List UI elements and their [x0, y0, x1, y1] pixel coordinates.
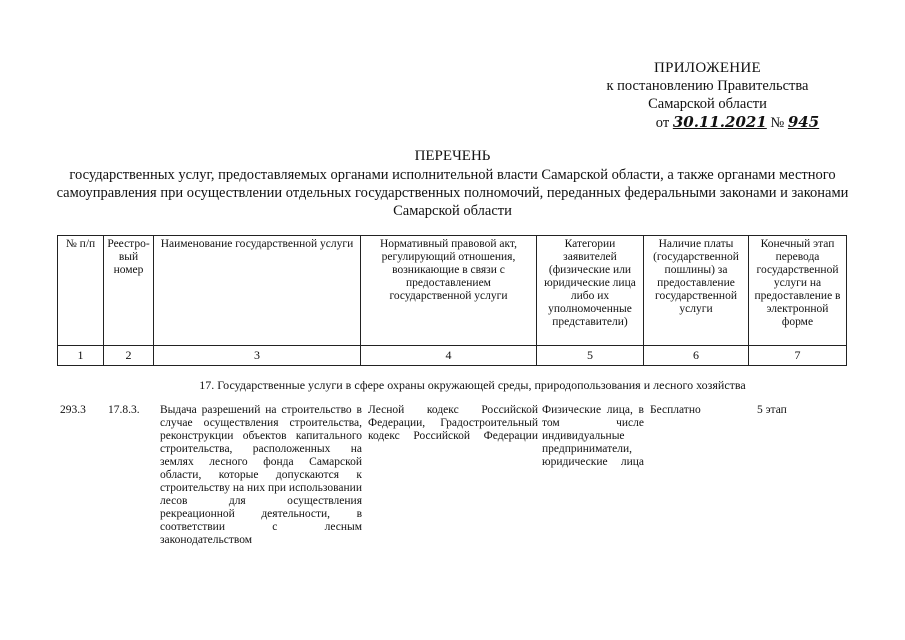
column-number: 1 — [58, 346, 104, 366]
list-subtitle: государственных услуг, предоставляемых органами исполнительной власти Самарской области, а также органами местного самоуправления при осуществлении отдельных государственных полномочий, переданных федеральными законами и законами Самарской области — [56, 167, 849, 219]
row-act: Лесной кодекс Российской Федерации, Градостроительный кодекс Российской Федерации — [368, 404, 538, 442]
number-sign: № — [770, 115, 785, 131]
date-prefix: от — [655, 115, 670, 131]
header-fee: Наличие платы (государственной пошлины) за предоставление государственной услуги — [644, 236, 749, 346]
column-numbers-row — [58, 346, 847, 366]
handwritten-number: 945 — [787, 113, 820, 131]
row-registry: 17.8.3. — [108, 404, 140, 416]
header-act: Нормативный правовой акт, регулирующий отношения, возникающие в связи с предоставлением государственной услуги — [361, 236, 537, 346]
column-number: 3 — [154, 346, 361, 366]
appendix-line-1: к постановлению Правительства — [606, 78, 809, 94]
header-row — [58, 236, 847, 346]
column-number: 2 — [104, 346, 154, 366]
column-number: 6 — [644, 346, 749, 366]
section-title: 17. Государственные услуги в сфере охраны окружающей среды, природопользования и лесного хозяйства — [199, 378, 746, 392]
column-number: 5 — [537, 346, 644, 366]
header-registry: Реестро-вый номер — [104, 236, 154, 346]
handwritten-date: 30.11.2021 — [672, 113, 767, 131]
row-service: Выдача разрешений на строительство в случае осуществления строительства, реконструкции объектов капитального строительства, расположенных на землях лесного фонда Самарской области, которые допускаются к строительству на них при использовании лесов для осуществления рекреационной деятельности, в соответствии с лесным законодательством — [160, 404, 362, 546]
appendix-title: ПРИЛОЖЕНИЕ — [653, 60, 762, 76]
header-applicants: Категории заявителей (физические или юридические лица либо их уполномоченные представители) — [537, 236, 644, 346]
appendix-line-2: Самарской области — [648, 96, 767, 112]
appendix-date-line — [560, 113, 855, 132]
row-applicants: Физические лица, в том числе индивидуальные предприниматели, юридические лица — [542, 404, 644, 468]
row-stage: 5 этап — [757, 404, 787, 416]
column-number: 7 — [749, 346, 847, 366]
header-index: № п/п — [58, 236, 104, 346]
appendix-block — [560, 60, 855, 132]
services-table-header — [57, 235, 847, 366]
header-stage: Конечный этап перевода государственной услуги на предоставление в электронной форме — [749, 236, 847, 346]
row-index: 293.3 — [60, 404, 86, 416]
row-fee: Бесплатно — [650, 404, 701, 416]
header-service: Наименование государственной услуги — [154, 236, 361, 346]
column-number: 4 — [361, 346, 537, 366]
list-title: ПЕРЕЧЕНЬ — [414, 148, 491, 164]
